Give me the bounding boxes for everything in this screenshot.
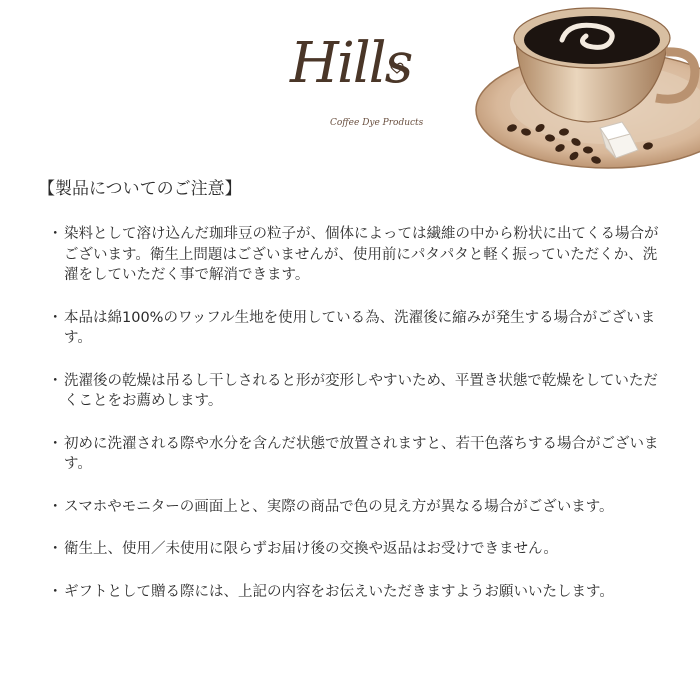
note-text: 初めに洗濯される際や水分を含んだ状態で放置されますと、若干色落ちする場合がございます。 [64,435,659,472]
bullet-mark: ・ [48,372,63,389]
bullet-mark: ・ [48,583,63,600]
coffee-cup-illustration [468,0,700,180]
notes-list [48,224,668,624]
bullet-mark: ・ [48,309,63,326]
note-item [48,539,668,560]
note-text: ギフトとして贈る際には、上記の内容をお伝えいただきますようお願いいたします。 [64,583,614,600]
note-text: 衛生上、使用／未使用に限らずお届け後の交換や返品はお受けできません。 [64,541,558,557]
note-text: 洗濯後の乾燥は吊るし干しされると形が変形しやすいため、平置き状態で乾燥をしていただくことをお薦めします。 [64,372,658,409]
note-text: 本品は綿100%のワッフル生地を使用している為、洗濯後に縮みが発生する場合がございます。 [64,309,656,346]
brand-name: Hills [290,31,412,96]
note-item [48,224,668,286]
brand-logo [290,31,424,146]
bullet-mark: ・ [48,435,63,452]
note-text: 染料として溶け込んだ珈琲豆の粒子が、個体によっては繊維の中から粉状に出てくる場合がございます。衛生上問題はございませんが、使用前にパタパタと軽く振っていただくか、洗濯をしていただく事で解消できます。 [64,226,659,283]
note-item [48,497,668,518]
bullet-mark: ・ [48,226,63,242]
note-item [48,582,668,603]
note-item [48,371,668,412]
note-item [48,434,668,475]
bullet-mark: ・ [48,498,63,515]
page-heading: 【製品についてのご注意】 [38,179,242,199]
bullet-mark: ・ [48,541,63,557]
brand-tagline: Coffee Dye Products [330,118,424,128]
heart-icon [390,62,404,74]
note-item [48,308,668,349]
note-text: スマホやモニターの画面上と、実際の商品で色の見え方が異なる場合がございます。 [64,498,614,515]
